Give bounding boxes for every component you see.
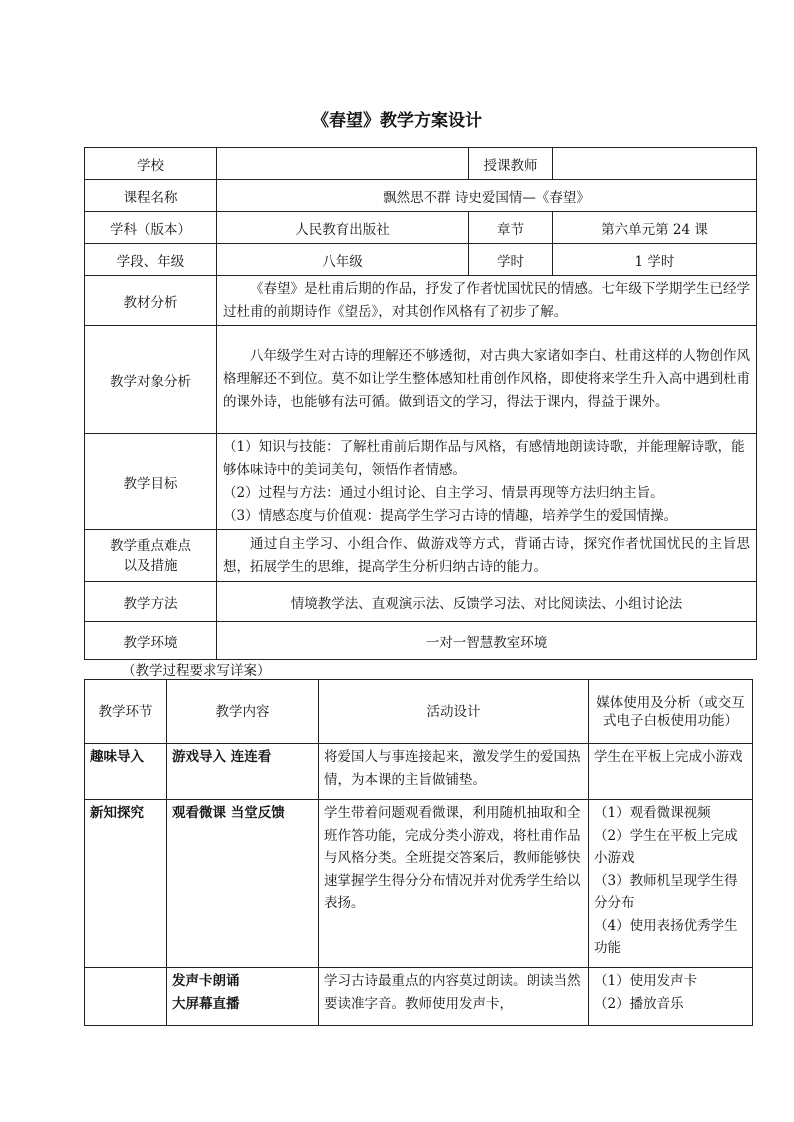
row-activity: 学习古诗最重点的内容莫过朗读。朗读当然要读准字音。教师使用发声卡， [319,968,589,1026]
env-label: 教学环境 [85,622,217,660]
keypoints-text: 通过自主学习、小组合作、做游戏等方式，背诵古诗，探究作者忧国忧民的主旨思想，拓展学生的思维，提高学生分析归纳古诗的能力。 [217,530,757,582]
subject-label: 学科（版本） [85,212,217,244]
row-content: 观看微课 当堂反馈 [167,800,319,968]
media-item: （4）使用表扬优秀学生功能 [594,917,738,956]
content-line: 发声卡朗诵 [172,973,240,989]
grade-value: 八年级 [217,244,469,276]
row-stage: 趣味导入 [85,744,167,800]
process-table [84,679,753,1026]
chapter-value: 第六单元第 24 课 [553,212,757,244]
media-item: （2）学生在平板上完成小游戏 [594,827,738,866]
course-label: 课程名称 [85,180,217,212]
header-stage: 教学环节 [85,680,167,744]
audience-text: 八年级学生对古诗的理解还不够透彻，对古典大家诸如李白、杜甫这样的人物创作风格理解还不到位。莫不如让学生整体感知杜甫创作风格，即使将来学生升入高中遇到杜甫的课外诗，也能够有法可循。做到语文的学习，得法于课内，得益于课外。 [217,326,757,434]
material-text: 《春望》是杜甫后期的作品，抒发了作者忧国忧民的情感。七年级下学期学生已经学过杜甫的前期诗作《望岳》，对其创作风格有了初步了解。 [217,276,757,326]
header-activity: 活动设计 [319,680,589,744]
content-line: 大屏幕直播 [172,995,240,1012]
media-item: （1）使用发声卡 [594,973,698,989]
goal-item: （3）情感态度与价值观：提高学生学习古诗的情趣，培养学生的爱国情操。 [223,507,678,524]
header-media: 媒体使用及分析（或交互式电子白板使用功能） [589,680,753,744]
material-label: 教材分析 [85,276,217,326]
hours-value: 1 学时 [553,244,757,276]
row-activity: 将爱国人与事连接起来，激发学生的爱国热情，为本课的主旨做铺垫。 [319,744,589,800]
media-item: （1）观看微课视频 [594,805,711,821]
process-caption: （教学过程要求写详案） [122,663,271,679]
goal-item: （1）知识与技能：了解杜甫前后期作品与风格，有感情地朗读诗歌，并能理解诗歌，能够体味诗中的美词美句，领悟作者情感。 [223,438,745,478]
env-value: 一对一智慧教室环境 [217,622,757,660]
hours-label: 学时 [469,244,553,276]
lesson-info-table [84,147,757,660]
audience-label: 教学对象分析 [85,326,217,434]
goals-label: 教学目标 [85,434,217,530]
keypoints-label-line: 以及措施 [123,557,178,574]
row-stage: 新知探究 [85,800,167,968]
methods-value: 情境教学法、直观演示法、反馈学习法、对比阅读法、小组讨论法 [217,582,757,622]
school-value [217,148,469,180]
row-media [589,968,753,1026]
row-media: 学生在平板上完成小游戏 [589,744,753,800]
media-item: （2）播放音乐 [594,995,684,1012]
chapter-label: 章节 [469,212,553,244]
row-activity: 学生带着问题观看微课，利用随机抽取和全班作答功能，完成分类小游戏，将杜甫作品与风格分类。全班提交答案后，教师能够快速掌握学生得分分布情况并对优秀学生给以表扬。 [319,800,589,968]
header-content: 教学内容 [167,680,319,744]
subject-value: 人民教育出版社 [217,212,469,244]
school-label: 学校 [85,148,217,180]
keypoints-label [85,530,217,582]
goals-list [217,434,757,530]
goal-item: （2）过程与方法：通过小组讨论、自主学习、情景再现等方法归纳主旨。 [223,484,664,501]
row-media [589,800,753,968]
row-stage [85,968,167,1026]
row-content: 游戏导入 连连看 [167,744,319,800]
grade-label: 学段、年级 [85,244,217,276]
course-value: 飘然思不群 诗史爱国情—《春望》 [217,180,757,212]
teacher-value [553,148,757,180]
document-title: 《春望》教学方案设计 [312,111,482,131]
keypoints-label-line: 教学重点难点 [110,537,191,554]
methods-label: 教学方法 [85,582,217,622]
row-content [167,968,319,1026]
media-item: （3）教师机呈现学生得分分布 [594,872,738,911]
teacher-label: 授课教师 [469,148,553,180]
